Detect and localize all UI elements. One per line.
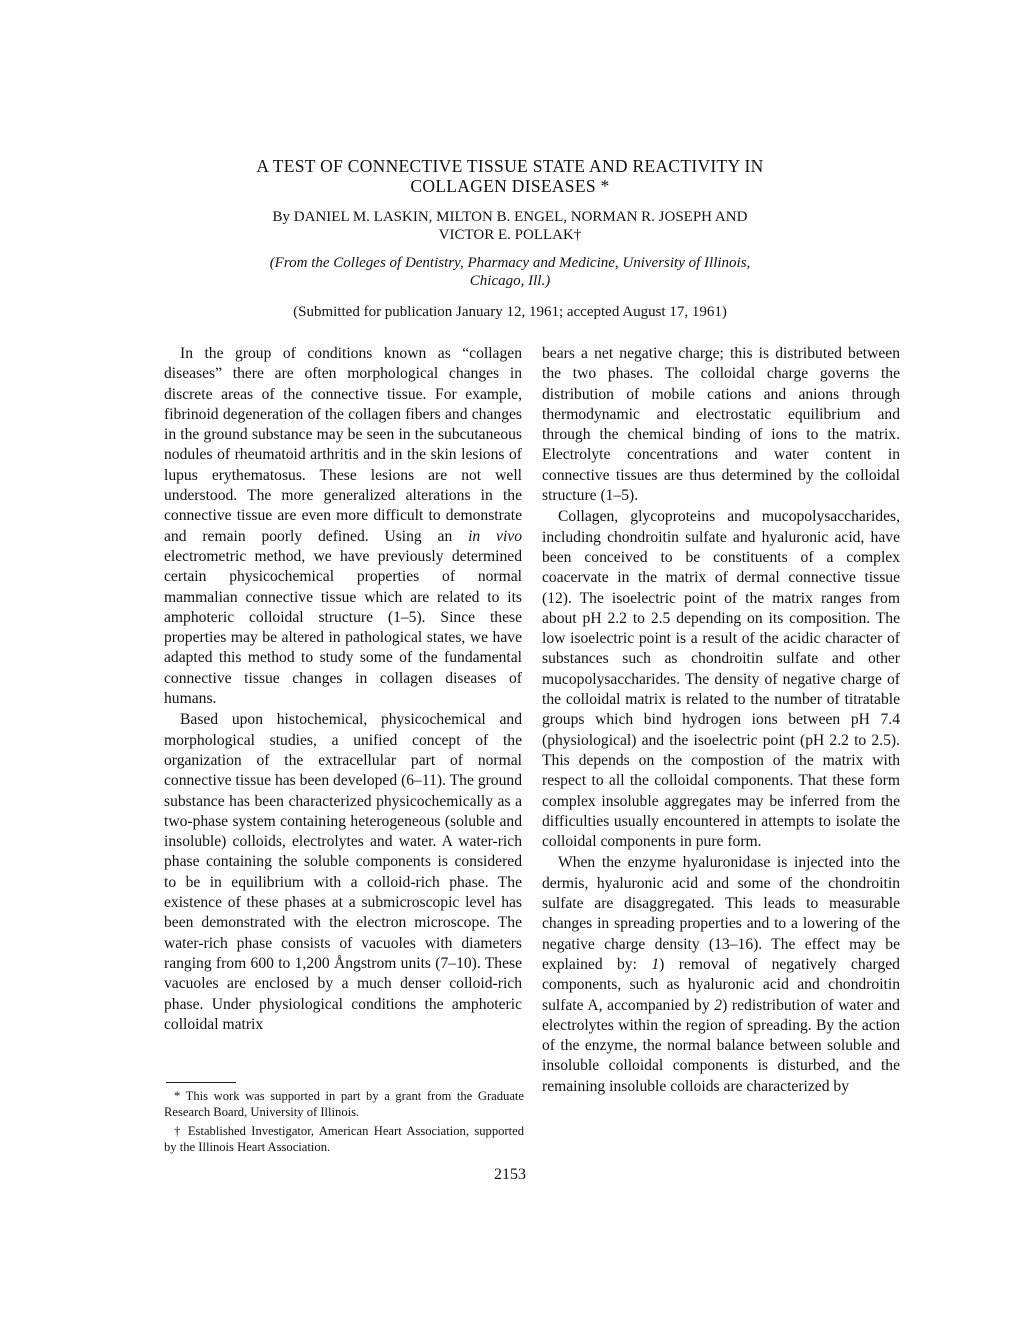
affiliation	[160, 254, 860, 290]
right-column	[542, 344, 900, 1098]
article-title	[160, 156, 860, 196]
affiliation-line-2: Chicago, Ill.)	[469, 273, 551, 289]
footnote: * This work was supported in part by a grant from the Graduate Research Board, University of Illinois.	[164, 1089, 524, 1119]
paragraph: Collagen, glycoproteins and mucopolysaccharides, including chondroitin sulfate and hyaluronic acid, have been conceived to be constituents of a complex coacervate in the matrix of dermal connective tissue (12). The isoelectric point of the matrix ranges from about pH 2.2 to 2.5 depending on its composition. The low isoelectric point is a result of the acidic character of substances such as chondroitin sulfate and other mucopolysaccharides. The density of negative charge of the colloidal matrix is related to the number of titratable groups which bind hydrogen ions between pH 7.4 (physiological) and the isoelectric point (pH 2.2 to 2.5). This depends on the compostion of the matrix with respect to all the colloidal components. That these form complex insoluble aggregates may be inferred from the difficulties usually encountered in attempts to isolate the colloidal components in pure form.	[542, 508, 900, 851]
footnotes	[164, 1088, 524, 1158]
author-list	[160, 208, 860, 244]
left-column	[164, 344, 522, 1036]
paragraph-text: When the enzyme hyaluronidase is injected into the dermis, hyaluronic acid and some of the chondroitin sulfate are disaggregated. This leads to measurable changes in spreading properties and to a lowering of the negative charge density (13–16). The effect may be explained by:	[542, 854, 900, 973]
footnote-rule	[166, 1082, 236, 1083]
paragraph-text: electrometric method, we have previously determined certain physicochemical properties of normal mammalian connective tissue which are related to its amphoteric colloidal structure (1–5). Since these properties may be altered in pathological states, we have adapted this method to study some of the fundamental connective tissue changes in collagen diseases of humans.	[164, 547, 522, 708]
affiliation-line-1: (From the Colleges of Dentistry, Pharmacy and Medicine, University of Illinois,	[269, 255, 751, 271]
italic-term: in vivo	[468, 527, 522, 545]
authors-line-1: By DANIEL M. LASKIN, MILTON B. ENGEL, NORMAN R. JOSEPH AND	[272, 209, 748, 225]
paragraph	[164, 344, 522, 709]
submission-dates: (Submitted for publication January 12, 1961; accepted August 17, 1961)	[293, 304, 727, 320]
list-number: 1	[651, 955, 660, 973]
paragraph-text: In the group of conditions known as “collagen diseases” there are often morphological changes in discrete areas of the connective tissue. For example, fibrinoid degeneration of the collagen fibers and changes in the ground substance may be seen in the subcutaneous nodules of rheumatoid arthritis and in the skin lesions of lupus erythematosus. These lesions are not well understood. The more generalized alterations in the connective tissue are even more difficult to demonstrate and remain poorly defined. Using an	[164, 345, 522, 545]
paragraph-continued: bears a net negative charge; this is distributed between the two phases. The colloidal charge governs the distribution of mobile cations and anions through thermodynamic and electrostatic equilibrium and through the chemical binding of ions to the matrix. Electrolyte concentrations and water content in connective tissues are thus determined by the colloidal structure (1–5).	[542, 345, 900, 505]
authors-line-2: VICTOR E. POLLAK†	[438, 227, 582, 243]
footnote: † Established Investigator, American Heart Association, supported by the Illinois Heart Association.	[164, 1124, 524, 1154]
page-number: 2153	[494, 1166, 526, 1183]
paragraph-text: ) redistribution of water and electrolytes within the region of spreading. By the action of the enzyme, the normal balance between soluble and insoluble colloidal components is disturbed, and the remaining insoluble colloids are characterized by	[542, 996, 900, 1095]
list-number: 2	[714, 996, 723, 1014]
paragraph	[542, 853, 900, 1097]
title-line-1: A TEST OF CONNECTIVE TISSUE STATE AND REACTIVITY IN	[256, 156, 764, 176]
paragraph: Based upon histochemical, physicochemical and morphological studies, a unified concept of the organization of the extracellular part of normal connective tissue has been developed (6–11). The ground substance has been characterized physicochemically as a two-phase system containing heterogeneous (soluble and insoluble) colloids, electrolytes and water. A water-rich phase containing the soluble components is considered to be in equilibrium with a colloid-rich phase. The existence of these phases at a submicroscopic level has been demonstrated with the electron microscope. The water-rich phase consists of vacuoles with diameters ranging from 600 to 1,200 Ångstrom units (7–10). These vacuoles are enclosed by a much denser colloid-rich phase. Under physiological conditions the amphoteric colloidal matrix	[164, 711, 522, 1033]
title-line-2: COLLAGEN DISEASES *	[410, 176, 610, 196]
paragraph-text: ) removal of negatively charged components, such as hyaluronic acid and chondroitin sulfate A, accompanied by	[542, 955, 900, 1014]
